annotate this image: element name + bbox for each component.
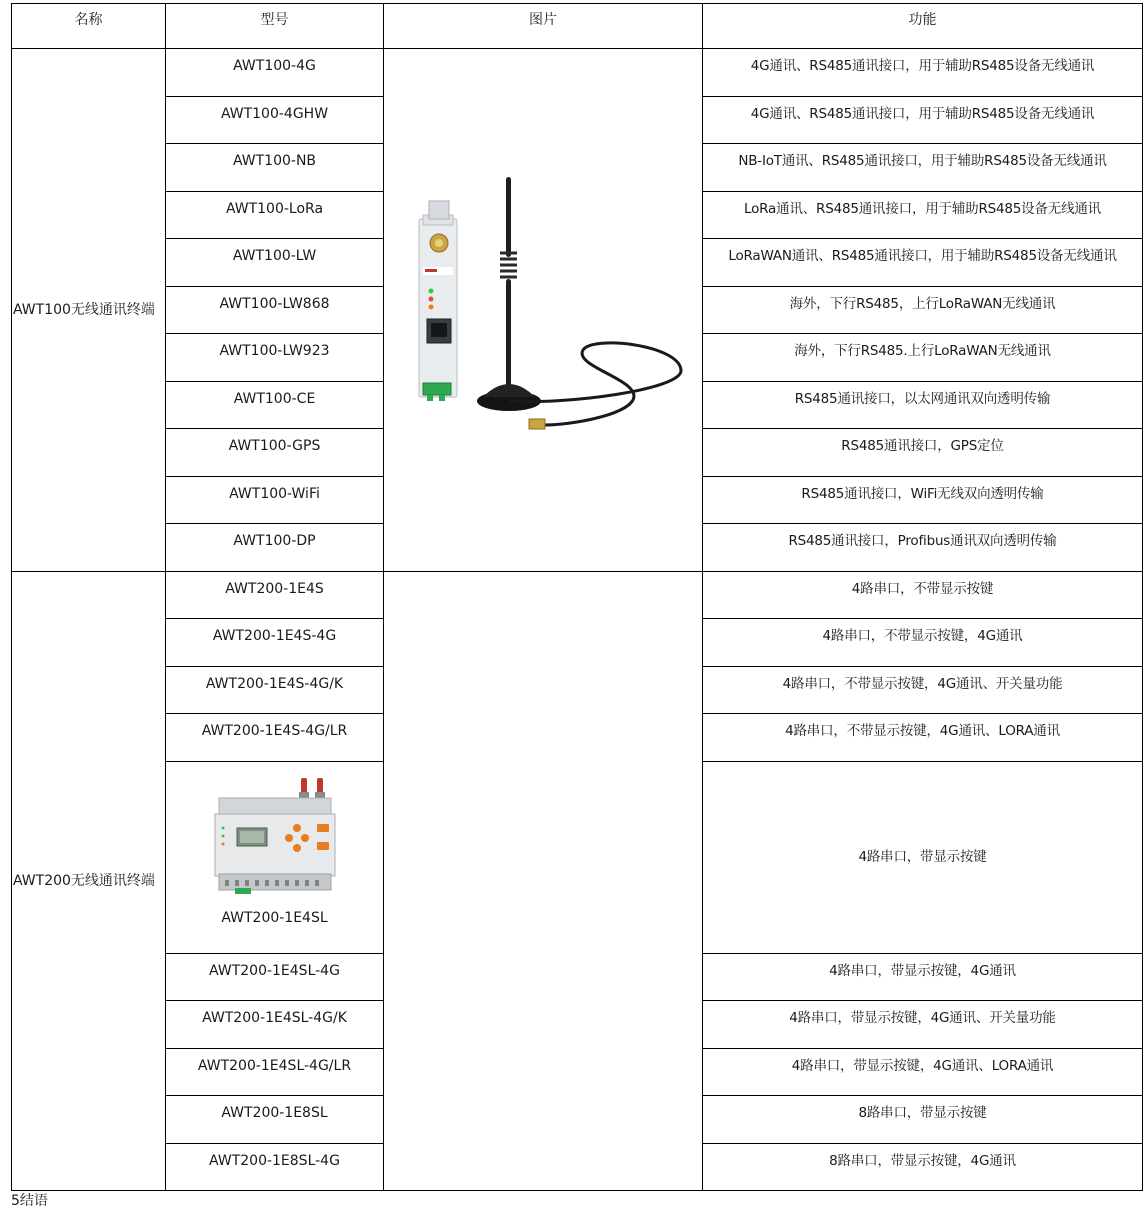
function-cell: 8路串口，带显示按键，4G通讯 — [703, 1143, 1143, 1191]
model-cell: AWT100-LW868 — [166, 286, 384, 334]
table-row — [12, 49, 1143, 97]
function-cell: 8路串口，带显示按键 — [703, 1096, 1143, 1144]
function-cell: LoRa通讯、RS485通讯接口，用于辅助RS485设备无线通讯 — [703, 191, 1143, 239]
function-cell: 4G通讯、RS485通讯接口，用于辅助RS485设备无线通讯 — [703, 49, 1143, 97]
model-cell: AWT200-1E4SL-4G/K — [166, 1001, 384, 1049]
function-cell: 海外，下行RS485，上行LoRaWAN无线通讯 — [703, 286, 1143, 334]
header-function: 功能 — [703, 4, 1143, 49]
model-cell: AWT200-1E8SL — [166, 1096, 384, 1144]
product-spec-table — [11, 3, 1143, 1191]
function-cell: NB-IoT通讯、RS485通讯接口，用于辅助RS485设备无线通讯 — [703, 144, 1143, 192]
model-cell: AWT100-GPS — [166, 429, 384, 477]
function-cell: 4路串口，带显示按键，4G通讯、开关量功能 — [703, 1001, 1143, 1049]
model-cell: AWT100-4GHW — [166, 96, 384, 144]
model-cell: AWT200-1E4S-4G/K — [166, 666, 384, 714]
function-cell: LoRaWAN通讯、RS485通讯接口，用于辅助RS485设备无线通讯 — [703, 239, 1143, 287]
model-cell: AWT100-WiFi — [166, 476, 384, 524]
picture-cell-awt200 — [384, 571, 703, 1191]
model-cell: AWT100-NB — [166, 144, 384, 192]
function-cell: RS485通讯接口，GPS定位 — [703, 429, 1143, 477]
picture-cell-awt100 — [384, 49, 703, 572]
model-cell-with-image — [166, 761, 384, 953]
function-cell: 4路串口，带显示按键 — [703, 761, 1143, 953]
footer-note: 5结语 — [11, 1193, 48, 1209]
function-cell: 4路串口，不带显示按键，4G通讯、LORA通讯 — [703, 714, 1143, 762]
model-cell: AWT200-1E8SL-4G — [166, 1143, 384, 1191]
function-cell: 4G通讯、RS485通讯接口，用于辅助RS485设备无线通讯 — [703, 96, 1143, 144]
model-cell: AWT100-CE — [166, 381, 384, 429]
model-cell: AWT200-1E4SL-4G — [166, 953, 384, 1001]
table-row — [12, 571, 1143, 619]
function-cell: 海外，下行RS485.上行LoRaWAN无线通讯 — [703, 334, 1143, 382]
function-cell: 4路串口，不带显示按键，4G通讯 — [703, 619, 1143, 667]
model-cell: AWT100-LW923 — [166, 334, 384, 382]
function-cell: 4路串口，不带显示按键 — [703, 571, 1143, 619]
function-cell: RS485通讯接口，WiFi无线双向透明传输 — [703, 476, 1143, 524]
model-cell: AWT100-DP — [166, 524, 384, 572]
model-cell: AWT100-4G — [166, 49, 384, 97]
model-label: AWT200-1E4SL — [221, 909, 328, 926]
header-model: 型号 — [166, 4, 384, 49]
function-cell: RS485通讯接口，Profibus通讯双向透明传输 — [703, 524, 1143, 572]
awt200-device-image — [213, 776, 337, 898]
model-cell: AWT100-LW — [166, 239, 384, 287]
group-name-awt100: AWT100无线通讯终端 — [12, 49, 166, 572]
group-name-awt200: AWT200无线通讯终端 — [12, 571, 166, 1191]
header-name: 名称 — [12, 4, 166, 49]
awt100-device-image — [393, 175, 693, 445]
model-cell: AWT200-1E4S-4G/LR — [166, 714, 384, 762]
model-cell: AWT200-1E4S — [166, 571, 384, 619]
model-cell: AWT100-LoRa — [166, 191, 384, 239]
model-cell: AWT200-1E4SL-4G/LR — [166, 1048, 384, 1096]
model-cell: AWT200-1E4S-4G — [166, 619, 384, 667]
function-cell: 4路串口，带显示按键，4G通讯 — [703, 953, 1143, 1001]
awt200-device-illustration — [213, 776, 337, 898]
header-picture: 图片 — [384, 4, 703, 49]
function-cell: RS485通讯接口，以太网通讯双向透明传输 — [703, 381, 1143, 429]
function-cell: 4路串口，带显示按键，4G通讯、LORA通讯 — [703, 1048, 1143, 1096]
function-cell: 4路串口，不带显示按键，4G通讯、开关量功能 — [703, 666, 1143, 714]
awt100-device-illustration — [393, 175, 693, 445]
header-row — [12, 4, 1143, 49]
